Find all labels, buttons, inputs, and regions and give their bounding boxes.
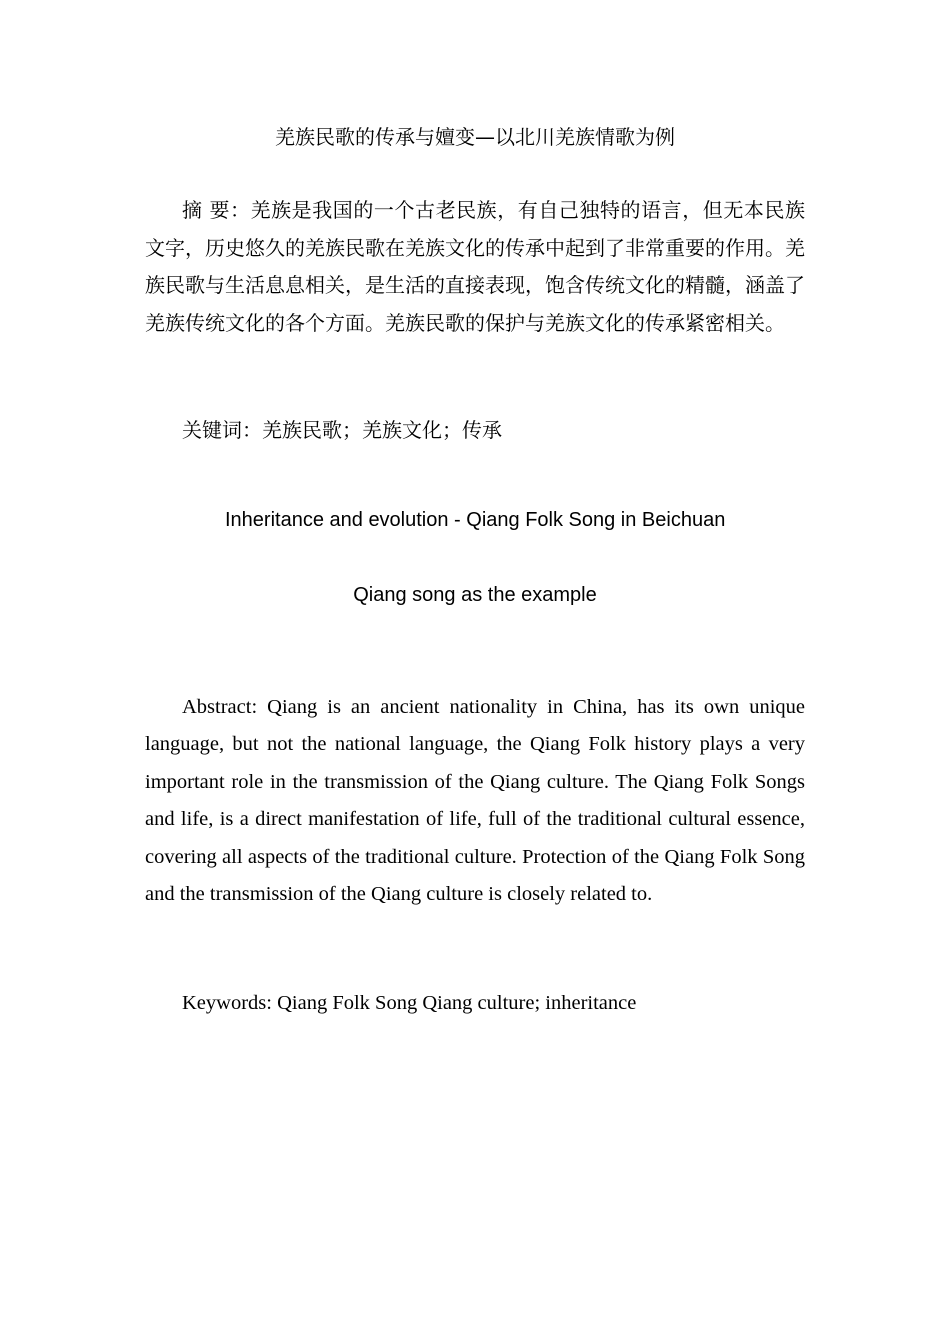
english-keywords-text: Qiang Folk Song Qiang culture; inheritance: [277, 992, 637, 1014]
english-abstract-text: Qiang is an ancient nationality in China, has its own unique language, but not the national language, the Qiang Folk history plays a very important role in the transmission of the Qiang culture. The Qiang Folk Songs and life, is a direct manifestation of life, full of the traditional cultural essence, covering all aspects of the traditional culture. Protection of the Qiang Folk Song and the transmission of the Qiang culture is closely related to.: [145, 696, 805, 906]
chinese-keywords: [182, 415, 802, 445]
chinese-keywords-label: 关键词：: [182, 418, 262, 442]
chinese-abstract-text: 羌族是我国的一个古老民族，有自己独特的语言，但无本民族文字，历史悠久的羌族民歌在羌族文化的传承中起到了非常重要的作用。羌族民歌与生活息息相关，是生活的直接表现，饱含传统文化的精髓，涵盖了羌族传统文化的各个方面。羌族民歌的保护与羌族文化的传承紧密相关。: [145, 198, 805, 335]
chinese-abstract-label: 摘 要：: [182, 198, 251, 222]
english-abstract: [145, 689, 805, 913]
english-keywords: [182, 988, 802, 1018]
chinese-abstract: [145, 192, 805, 342]
english-title-line-2: Qiang song as the example: [353, 584, 597, 606]
english-keywords-label: Keywords:: [182, 992, 278, 1014]
english-title-line-1: Inheritance and evolution - Qiang Folk Song in Beichuan: [225, 509, 726, 531]
chinese-title: 羌族民歌的传承与嬗变—以北川羌族情歌为例: [275, 125, 675, 149]
chinese-keywords-text: 羌族民歌；羌族文化；传承: [262, 418, 502, 442]
english-abstract-label: Abstract:: [182, 696, 268, 718]
